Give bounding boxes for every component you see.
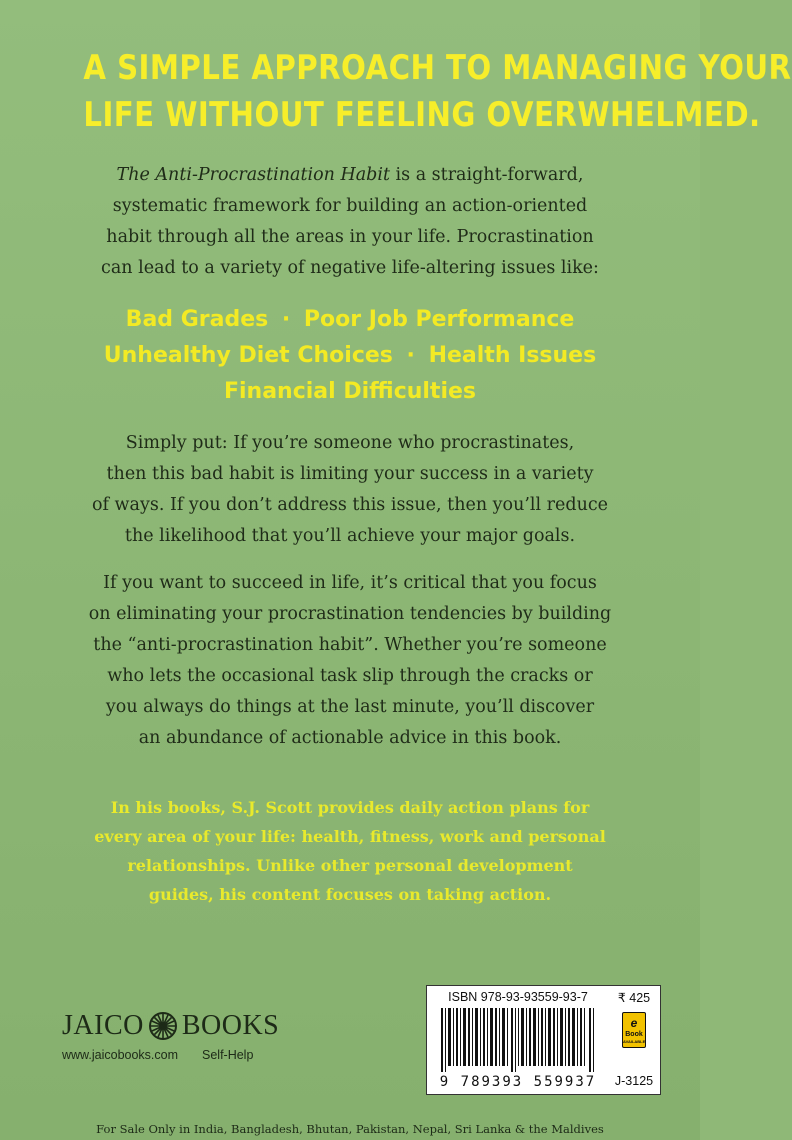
isbn-text: ISBN 978-93-93559-93-7: [448, 990, 588, 1004]
simply-put-paragraph: [75, 428, 625, 552]
para2-line: the likelihood that you’ll achieve your major goals.: [124, 526, 576, 546]
author-blurb: [60, 793, 640, 909]
barcode-digits: 9 789393 559937: [439, 1074, 597, 1090]
headline: [40, 45, 792, 139]
headline-line-2: LIFE WITHOUT FEELING OVERWHELMED.: [83, 95, 761, 135]
para3-line: you always do things at the last minute, you’ll discover: [105, 697, 595, 717]
issue-bad-grades: Bad Grades: [125, 307, 269, 332]
sale-notice: For Sale Only in India, Bangladesh, Bhutan, Pakistan, Nepal, Sri Lanka & the Maldives: [96, 1122, 604, 1136]
intro-line-2: systematic framework for building an action-oriented: [112, 196, 588, 216]
ebook-available-icon: e Book AVAILABLE: [622, 1012, 646, 1048]
para2-line: of ways. If you don’t address this issue, then you’ll reduce: [91, 495, 609, 515]
para3-line: If you want to succeed in life, it’s critical that you focus: [103, 573, 597, 593]
issues-list: [60, 302, 640, 410]
para2-line: Simply put: If you’re someone who procrastinates,: [125, 433, 575, 453]
intro-paragraph: [75, 160, 625, 284]
issue-financial-difficulties: Financial Difficulties: [223, 379, 477, 404]
issue-health-issues: Health Issues: [428, 343, 597, 368]
ebook-label: Book: [625, 1031, 643, 1038]
barcode-graphic: [441, 1008, 595, 1072]
price-label: ₹ 425: [617, 991, 651, 1005]
publisher-website: www.jaicobooks.com: [62, 1048, 179, 1062]
publisher-logo: [62, 1010, 279, 1042]
publisher-emblem-icon: [148, 1011, 178, 1041]
price-block: [608, 985, 661, 1095]
headline-line-1: A SIMPLE APPROACH TO MANAGING YOUR: [83, 48, 792, 88]
issue-separator: ·: [406, 343, 415, 368]
author-line: In his books, S.J. Scott provides daily action plans for: [110, 798, 590, 817]
genre-label: Self-Help: [202, 1048, 254, 1062]
publisher-name-right: BOOKS: [181, 1010, 280, 1041]
book-title: The Anti-Procrastination Habit: [116, 165, 390, 185]
issue-poor-job-performance: Poor Job Performance: [303, 307, 575, 332]
para3-line: who lets the occasional task slip through the cracks or: [107, 666, 593, 686]
intro-line-4: can lead to a variety of negative life-altering issues like:: [101, 258, 599, 278]
barcode-block: [426, 985, 610, 1095]
author-line: every area of your life: health, fitness, work and personal: [94, 827, 606, 846]
intro-line-3: habit through all the areas in your life. Procrastination: [106, 227, 594, 247]
ebook-sub-label: AVAILABLE: [623, 1039, 646, 1044]
issue-separator: ·: [281, 307, 291, 332]
succeed-paragraph: [75, 568, 625, 754]
para3-line: an abundance of actionable advice in this book.: [138, 728, 562, 748]
intro-line-1: is a straight-forward,: [389, 165, 584, 185]
para2-line: then this bad habit is limiting your success in a variety: [106, 464, 594, 484]
publisher-meta: [62, 1048, 292, 1062]
para3-line: the “anti-procrastination habit”. Whether you’re someone: [93, 635, 607, 655]
publisher-name-left: JAICO: [62, 1010, 144, 1041]
para3-line: on eliminating your procrastination tendencies by building: [88, 604, 612, 624]
author-line: guides, his content focuses on taking action.: [148, 885, 552, 904]
catalog-code: J-3125: [614, 1074, 654, 1088]
author-line: relationships. Unlike other personal development: [127, 856, 573, 875]
issue-unhealthy-diet: Unhealthy Diet Choices: [103, 343, 393, 368]
